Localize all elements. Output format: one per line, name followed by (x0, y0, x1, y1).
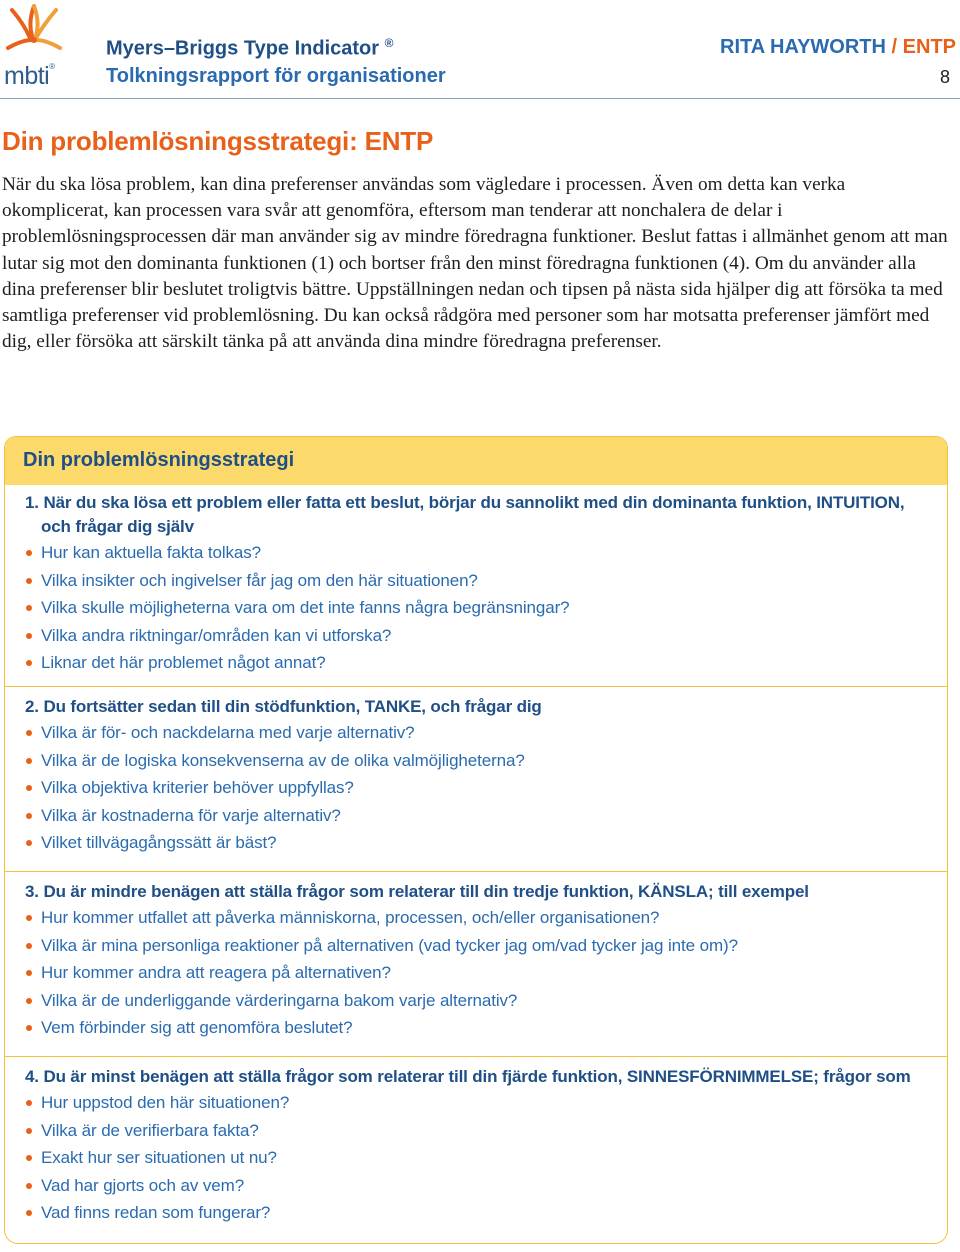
question-list (25, 904, 947, 1042)
section-heading: 3. Du är mindre benägen att ställa frågor som relaterar till din tredje funktion, KÄNSLA; till exempel (25, 882, 809, 901)
bullet-icon (26, 1025, 32, 1031)
bullet-icon (26, 550, 32, 556)
list-item: Vilka andra riktningar/områden kan vi utforska? (25, 622, 947, 650)
list-item: Vilka är mina personliga reaktioner på alternativen (vad tycker jag om/vad tycker jag inte om)? (25, 932, 947, 960)
question-list (25, 719, 947, 857)
bullet-icon (26, 578, 32, 584)
page-number: 8 (939, 67, 950, 87)
list-item: Hur kan aktuella fakta tolkas? (25, 539, 947, 567)
person-type: ENTP (902, 36, 956, 58)
header-divider (0, 98, 960, 99)
list-item: Vilka är de logiska konsekvenserna av de olika valmöjligheterna? (25, 747, 947, 775)
bullet-icon (26, 605, 32, 611)
list-item: Vad har gjorts och av vem? (25, 1172, 947, 1200)
list-item: Hur kommer utfallet att påverka människorna, processen, och/eller organisationen? (25, 904, 947, 932)
person-name: RITA HAYWORTH (720, 36, 886, 58)
strategy-section-4 (5, 1057, 947, 1243)
list-item: Vilka skulle möjligheterna vara om det inte fanns några begränsningar? (25, 594, 947, 622)
question-list (25, 1089, 947, 1227)
question-list (25, 539, 947, 677)
section-heading: 1. När du ska lösa ett problem eller fatta ett beslut, börjar du sannolikt med din dominanta funktion, INTUITION, och frågar dig själv (25, 493, 905, 536)
list-item: Exakt hur ser situationen ut nu? (25, 1144, 947, 1172)
report-subtitle: Tolkningsrapport för organisationer (106, 65, 446, 87)
list-item: Hur kommer andra att reagera på alternativen? (25, 959, 947, 987)
bullet-icon (26, 915, 32, 921)
bullet-icon (26, 1155, 32, 1161)
mbti-star-icon (2, 4, 66, 64)
list-item: Vilka är kostnaderna för varje alternativ? (25, 802, 947, 830)
list-item: Vad finns redan som fungerar? (25, 1199, 947, 1227)
list-item: Hur uppstod den här situationen? (25, 1089, 947, 1117)
list-item: Vilka är de verifierbara fakta? (25, 1117, 947, 1145)
bullet-icon (26, 813, 32, 819)
strategy-section-3 (5, 872, 947, 1057)
bullet-icon (26, 633, 32, 639)
page-title: Din problemlösningsstrategi: ENTP (2, 126, 434, 156)
separator: / (891, 36, 898, 58)
section-heading: 2. Du fortsätter sedan till din stödfunktion, TANKE, och frågar dig (25, 697, 542, 716)
list-item: Vilka insikter och ingivelser får jag om den här situationen? (25, 567, 947, 595)
bullet-icon (26, 1210, 32, 1216)
instrument-title: Myers–Briggs Type Indicator ® (106, 36, 394, 60)
bullet-icon (26, 943, 32, 949)
list-item: Liknar det här problemet något annat? (25, 649, 947, 677)
list-item: Vilket tillvägagångssätt är bäst? (25, 829, 947, 857)
person-label (720, 36, 956, 59)
bullet-icon (26, 758, 32, 764)
mbti-logo (2, 4, 66, 88)
intro-paragraph: När du ska lösa problem, kan dina preferenser användas som vägledare i processen. Även om detta kan verka okomplicerat, kan processen vara svår att genomföra, eftersom man tenderar att nonchalera de delar i problemlösningsprocessen där man använder sig av mindre föredragna funktioner. Beslut fattas i allmänhet genom att man lutar sig mot den dominanta funktionen (1) och bortser från den minst föredragna funktionen (4). Om du använder alla dina preferenser blir beslutet troligtvis bättre. Uppställningen nedan och tipsen på nästa sida hjälper dig att försöka ta med samtliga preferenser vid problemlösning. Du kan också rådgöra med personer som har motsatta preferenser jämfört med dig, eller försöka att särskilt tänka på att använda dina mindre föredragna preferenser. (2, 174, 948, 353)
strategy-box (4, 436, 948, 1244)
bullet-icon (26, 970, 32, 976)
bullet-icon (26, 1183, 32, 1189)
strategy-section-1 (5, 485, 947, 687)
bullet-icon (26, 1128, 32, 1134)
strategy-box-title: Din problemlösningsstrategi (23, 449, 295, 471)
bullet-icon (26, 660, 32, 666)
bullet-icon (26, 840, 32, 846)
list-item: Vem förbinder sig att genomföra beslutet? (25, 1014, 947, 1042)
bullet-icon (26, 730, 32, 736)
list-item: Vilka objektiva kriterier behöver uppfyllas? (25, 774, 947, 802)
bullet-icon (26, 785, 32, 791)
strategy-box-header (5, 437, 947, 485)
logo-wordmark: mbti® (4, 62, 55, 90)
list-item: Vilka är för- och nackdelarna med varje alternativ? (25, 719, 947, 747)
list-item: Vilka är de underliggande värderingarna bakom varje alternativ? (25, 987, 947, 1015)
bullet-icon (26, 998, 32, 1004)
section-heading: 4. Du är minst benägen att ställa frågor som relaterar till din fjärde funktion, SINNESFÖRNIMMELSE; frågor som (25, 1067, 911, 1086)
strategy-section-2 (5, 687, 947, 872)
bullet-icon (26, 1100, 32, 1106)
